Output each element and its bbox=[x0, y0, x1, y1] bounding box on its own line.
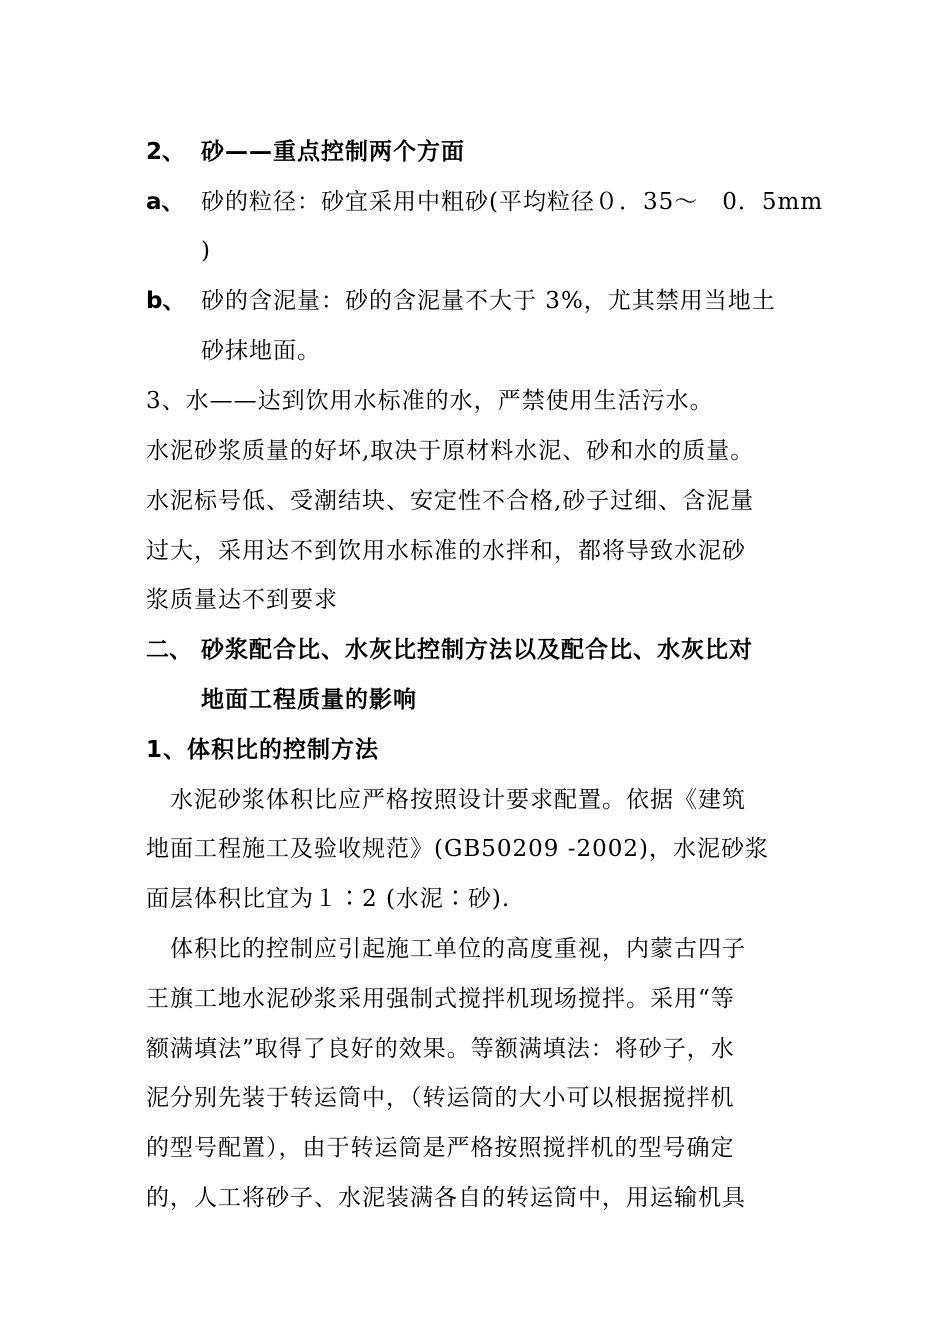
paragraph-line: 的型号配置），由于转运筒是严格按照搅拌机的型号确定 bbox=[146, 1135, 735, 1161]
paragraph-line: 体积比的控制应引起施工单位的高度重视，内蒙古四子 bbox=[170, 936, 746, 962]
paragraph-line: 水泥砂浆质量的好坏,取决于原材料水泥、砂和水的质量。 bbox=[146, 438, 755, 464]
list-item-b-line1: 砂的含泥量：砂的含泥量不大于 3%，尤其禁用当地土 bbox=[201, 288, 776, 314]
list-item-a-line2: ) bbox=[201, 238, 211, 264]
subsection-heading: 1、体积比的控制方法 bbox=[146, 737, 380, 763]
paragraph-line: 泥分别先装于转运筒中，（转运筒的大小可以根据搅拌机 bbox=[146, 1085, 735, 1111]
paragraph-line: 地面工程施工及验收规范》(GB50209 -2002)，水泥砂浆 bbox=[146, 836, 770, 862]
section-3-text: 3、水——达到饮用水标准的水，严禁使用生活污水。 bbox=[146, 388, 714, 414]
list-marker-a: a、 bbox=[146, 189, 185, 215]
chapter-heading-line1: 砂浆配合比、水灰比控制方法以及配合比、水灰比对 bbox=[201, 637, 753, 663]
paragraph-line: 水泥标号低、受潮结块、安定性不合格,砂子过细、含泥量 bbox=[146, 488, 755, 514]
paragraph-line: 过大，采用达不到饮用水标准的水拌和，都将导致水泥砂 bbox=[146, 538, 746, 564]
list-item-b-line2: 砂抹地面。 bbox=[201, 338, 321, 364]
paragraph-line: 的，人工将砂子、水泥装满各自的转运筒中，用运输机具 bbox=[146, 1185, 746, 1211]
chapter-number: 二、 bbox=[146, 637, 192, 663]
section-number: 2、 bbox=[146, 139, 186, 165]
section-heading: 砂——重点控制两个方面 bbox=[201, 139, 465, 165]
paragraph-line: 额满填法”取得了良好的效果。等额满填法：将砂子，水 bbox=[146, 1036, 735, 1062]
paragraph-line: 水泥砂浆体积比应严格按照设计要求配置。依据《建筑 bbox=[170, 787, 746, 813]
list-item-a-line1: 砂的粒径：砂宜采用中粗砂(平均粒径０．35～ 0．5mm bbox=[201, 189, 824, 215]
paragraph-line: 浆质量达不到要求 bbox=[146, 587, 338, 613]
paragraph-line: 王旗工地水泥砂浆采用强制式搅拌机现场搅拌。采用“等 bbox=[146, 986, 735, 1012]
paragraph-line: 面层体积比宜为１∶2 (水泥∶砂). bbox=[146, 886, 511, 912]
list-marker-b: b、 bbox=[146, 288, 186, 314]
chapter-heading-line2: 地面工程质量的影响 bbox=[201, 687, 417, 713]
